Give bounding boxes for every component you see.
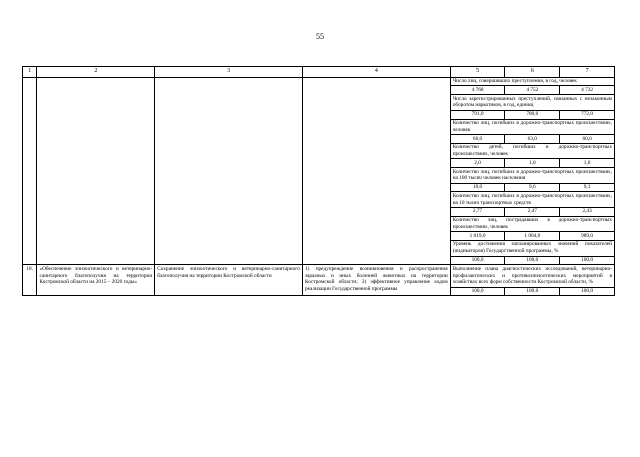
indicator-label: Выполнение плана диагностических исследований, ветеринарно-профилактических и противоэпизоотических мероприятий в хозяйствах всех форм собственности Костромской области, % — [450, 265, 614, 287]
program-goal: Сохранение эпизоотического и ветеринарно-санитарного благополучия на территории Костромской области — [155, 265, 303, 296]
indicator-value: 1,0 — [560, 159, 615, 168]
indicator-value: 63,0 — [505, 135, 560, 144]
column-number: 1 — [23, 67, 37, 78]
indicator-value: 100,0 — [505, 287, 560, 296]
column-number: 3 — [155, 67, 303, 78]
goal-cell-empty — [155, 77, 303, 265]
indicator-value: 2,47 — [505, 207, 560, 216]
indicator-value: 4 752 — [505, 86, 560, 95]
indicator-value: 2,43 — [560, 207, 615, 216]
indicator-label: Количество лиц, погибших в дорожно-транспортных происшествиях, человек — [450, 119, 614, 135]
column-number: 7 — [560, 67, 615, 78]
indicator-value: 1 019,0 — [450, 232, 505, 241]
program-cell-empty — [37, 77, 155, 265]
indicator-value: 4 732 — [560, 86, 615, 95]
program-tasks: 1) предупреждение возникновения и распространения заразных и иных болезней животных на территории Костромской области; 2) эффективное управление ходом реализации Государственной программы — [302, 265, 450, 296]
indicator-value: 100,0 — [450, 287, 505, 296]
indicator-value: 60,0 — [560, 135, 615, 144]
indicator-value: 2,77 — [450, 207, 505, 216]
indicator-value: 100,0 — [505, 256, 560, 265]
indicator-label: Уровень достижения запланированных значений показателей (индикаторов) Государственной программы, % — [450, 240, 614, 256]
column-number: 4 — [302, 67, 450, 78]
column-number: 5 — [450, 67, 505, 78]
program-table — [22, 66, 615, 296]
indicator-value: 791,0 — [450, 110, 505, 119]
indicator-label: Количество детей, погибших в дорожно-транспортных происшествиях, человек — [450, 143, 614, 159]
indicator-value: 2,0 — [450, 159, 505, 168]
indicator-label: Количество лиц, погибших в дорожно-транспортных происшествиях, на 100 тысяч человек населения — [450, 168, 614, 184]
indicator-value: 9,6 — [505, 183, 560, 192]
indicator-label: Количество лиц, пострадавших в дорожно-транспортных происшествиях, человек — [450, 216, 614, 232]
indicator-value: 100,0 — [560, 256, 615, 265]
program-row-18 — [23, 265, 615, 287]
indicator-label: Число лиц, совершивших преступления, в год, человек — [450, 77, 614, 86]
indicator-value: 4 768 — [450, 86, 505, 95]
indicator-value: 66,0 — [450, 135, 505, 144]
indicator-value: 9,1 — [560, 183, 615, 192]
indicator-value: 100,0 — [560, 287, 615, 296]
page-number: 55 — [316, 32, 324, 41]
row-number: 18. — [23, 265, 37, 296]
column-number-row — [23, 67, 615, 78]
number-cell-empty — [23, 77, 37, 265]
indicator-label: Количество лиц, погибших в дорожно-транспортных происшествиях, на 10 тысяч транспортных средств — [450, 192, 614, 208]
indicator-value: 780,0 — [505, 110, 560, 119]
program-name: «Обеспечение эпизоотического и ветеринарно-санитарного благополучия на территории Костромской области на 2015 – 2020 годы» — [37, 265, 155, 296]
indicator-value: 989,0 — [560, 232, 615, 241]
indicator-value: 1 004,0 — [505, 232, 560, 241]
indicator-value: 1,0 — [505, 159, 560, 168]
indicator-value: 10,0 — [450, 183, 505, 192]
tasks-cell-empty — [302, 77, 450, 265]
column-number: 6 — [505, 67, 560, 78]
indicator-label-row — [23, 77, 615, 86]
indicator-value: 772,0 — [560, 110, 615, 119]
indicator-label: Число зарегистрированных преступлений, связанных с незаконным оборотом наркотиков, в год, единиц — [450, 95, 614, 111]
table-body — [23, 77, 615, 296]
indicator-value: 100,0 — [450, 256, 505, 265]
column-number: 2 — [37, 67, 155, 78]
